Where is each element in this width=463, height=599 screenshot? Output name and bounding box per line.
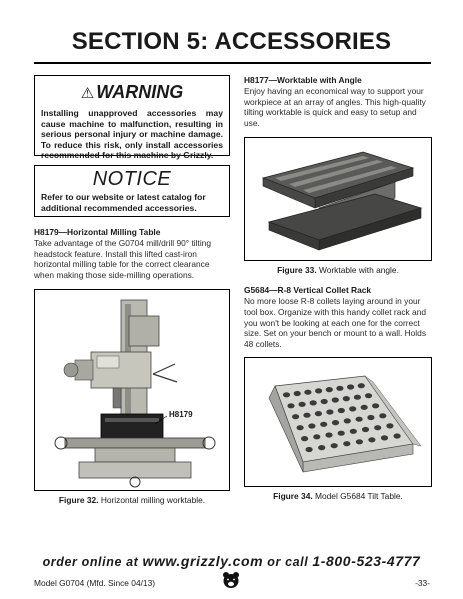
left-column bbox=[34, 75, 230, 506]
footer-order-line bbox=[0, 553, 463, 569]
collet-hole bbox=[331, 443, 338, 448]
collet-hole bbox=[350, 429, 357, 434]
collet-hole bbox=[354, 395, 361, 400]
collet-rack-illustration bbox=[245, 358, 432, 487]
figure-34-image bbox=[244, 357, 432, 487]
h8179-body: Take advantage of the G0704 mill/drill 90° tilting headstock feature. Install this lifted cast-iron horizontal milling table for the correct clearance when making those side-milling operations. bbox=[34, 238, 211, 280]
collet-hole bbox=[303, 413, 310, 418]
warning-text: Installing unapproved accessories may cause machine to malfunction, resulting in serious personal injury or machine damage. To reduce this risk, only install accessories recommended for this machine by Grizzly. bbox=[41, 108, 223, 160]
figure-34-number: Figure 34. bbox=[273, 491, 313, 502]
figure-32-image bbox=[34, 289, 230, 491]
collet-hole bbox=[347, 385, 354, 390]
collet-hole bbox=[356, 440, 363, 445]
collet-hole bbox=[394, 434, 401, 439]
order-phone: 1-800-523-4777 bbox=[312, 553, 421, 569]
collet-hole bbox=[318, 445, 325, 450]
collet-hole bbox=[308, 424, 315, 429]
notice-heading: NOTICE bbox=[92, 168, 172, 190]
collet-hole bbox=[326, 387, 333, 392]
h8179-heading: H8179—Horizontal Milling Table bbox=[34, 227, 161, 237]
collet-hole bbox=[304, 390, 311, 395]
g5684-section bbox=[244, 285, 432, 349]
warning-triangle-icon: ⚠ bbox=[80, 85, 95, 102]
h8177-section bbox=[244, 75, 432, 128]
figure-33-image bbox=[244, 137, 432, 261]
notice-text: Refer to our website or latest catalog for additional recommended accessories. bbox=[41, 192, 206, 213]
notice-box bbox=[34, 165, 230, 217]
figure-34-text: Model G5684 Tilt Table. bbox=[315, 491, 403, 502]
mill-drill-illustration bbox=[35, 290, 230, 491]
collet-hole bbox=[326, 410, 333, 415]
figure-32-text: Horizontal milling worktable. bbox=[100, 495, 206, 506]
collet-hole bbox=[332, 398, 339, 403]
collet-hole bbox=[283, 393, 290, 398]
collet-hole bbox=[320, 422, 327, 427]
order-prefix: order online at bbox=[42, 555, 143, 569]
figure-32-number: Figure 32. bbox=[58, 495, 99, 506]
page-title: SECTION 5: ACCESSORIES bbox=[71, 28, 392, 55]
order-url[interactable]: www.grizzly.com bbox=[142, 553, 264, 569]
collet-hole bbox=[367, 415, 374, 420]
h8179-image-label: H8179 bbox=[169, 410, 193, 420]
figure-34-caption bbox=[244, 490, 432, 502]
warning-heading bbox=[41, 82, 223, 104]
collet-hole bbox=[338, 408, 345, 413]
footer-page-number: -33- bbox=[415, 578, 430, 588]
collet-hole bbox=[374, 425, 381, 430]
collet-hole bbox=[297, 425, 304, 430]
collet-hole bbox=[325, 433, 332, 438]
g5684-heading: G5684—R-8 Vertical Collet Rack bbox=[244, 285, 372, 296]
h8177-body: Enjoy having an economical way to support your workpiece at an array of angles. This high-quality tilting worktable is quick and easy to setup and use. bbox=[244, 86, 426, 128]
collet-hole bbox=[287, 404, 294, 409]
collet-hole bbox=[381, 436, 388, 441]
collet-hole bbox=[368, 438, 375, 443]
collet-hole bbox=[362, 427, 369, 432]
collet-hole bbox=[310, 401, 317, 406]
collet-hole bbox=[292, 414, 299, 419]
title-rule bbox=[34, 62, 431, 64]
collet-hole bbox=[315, 411, 322, 416]
collet-hole bbox=[315, 389, 322, 394]
figure-33-text: Worktable with angle. bbox=[318, 265, 399, 276]
collet-hole bbox=[299, 402, 306, 407]
collet-hole bbox=[306, 447, 313, 452]
collet-hole bbox=[313, 435, 320, 440]
warning-heading-text: WARNING bbox=[96, 82, 184, 102]
footer-model: Model G0704 (Mfd. Since 04/13) bbox=[34, 578, 156, 588]
collet-hole bbox=[332, 420, 339, 425]
collet-hole bbox=[358, 383, 365, 388]
grizzly-bear-logo-icon bbox=[222, 571, 240, 589]
right-column bbox=[244, 75, 432, 502]
collet-hole bbox=[361, 405, 368, 410]
collet-hole bbox=[386, 424, 393, 429]
order-mid: or call bbox=[263, 555, 313, 569]
g5684-body: No more loose R-8 collets laying around in your tool box. Organize with this handy collet rack and you won't be looking at each one for the correct size. Set on your bench or mount to a wall. Holds 48 collets. bbox=[244, 296, 427, 349]
angle-worktable-illustration bbox=[245, 138, 432, 261]
h8177-heading: H8177—Worktable with Angle bbox=[244, 75, 362, 85]
warning-box bbox=[34, 75, 230, 160]
collet-hole bbox=[294, 391, 301, 396]
figure-33-number: Figure 33. bbox=[277, 265, 317, 276]
collet-hole bbox=[344, 419, 351, 424]
collet-hole bbox=[379, 414, 386, 419]
collet-hole bbox=[349, 407, 356, 412]
collet-hole bbox=[338, 431, 345, 436]
collet-hole bbox=[343, 396, 350, 401]
collet-hole bbox=[321, 399, 328, 404]
collet-hole bbox=[336, 386, 343, 391]
collet-hole bbox=[372, 404, 379, 409]
collet-hole bbox=[301, 436, 308, 441]
collet-hole bbox=[365, 393, 372, 398]
figure-32-caption bbox=[34, 494, 230, 506]
collet-hole bbox=[343, 441, 350, 446]
h8179-section bbox=[34, 227, 230, 280]
figure-33-caption bbox=[244, 264, 432, 276]
collet-hole bbox=[356, 417, 363, 422]
